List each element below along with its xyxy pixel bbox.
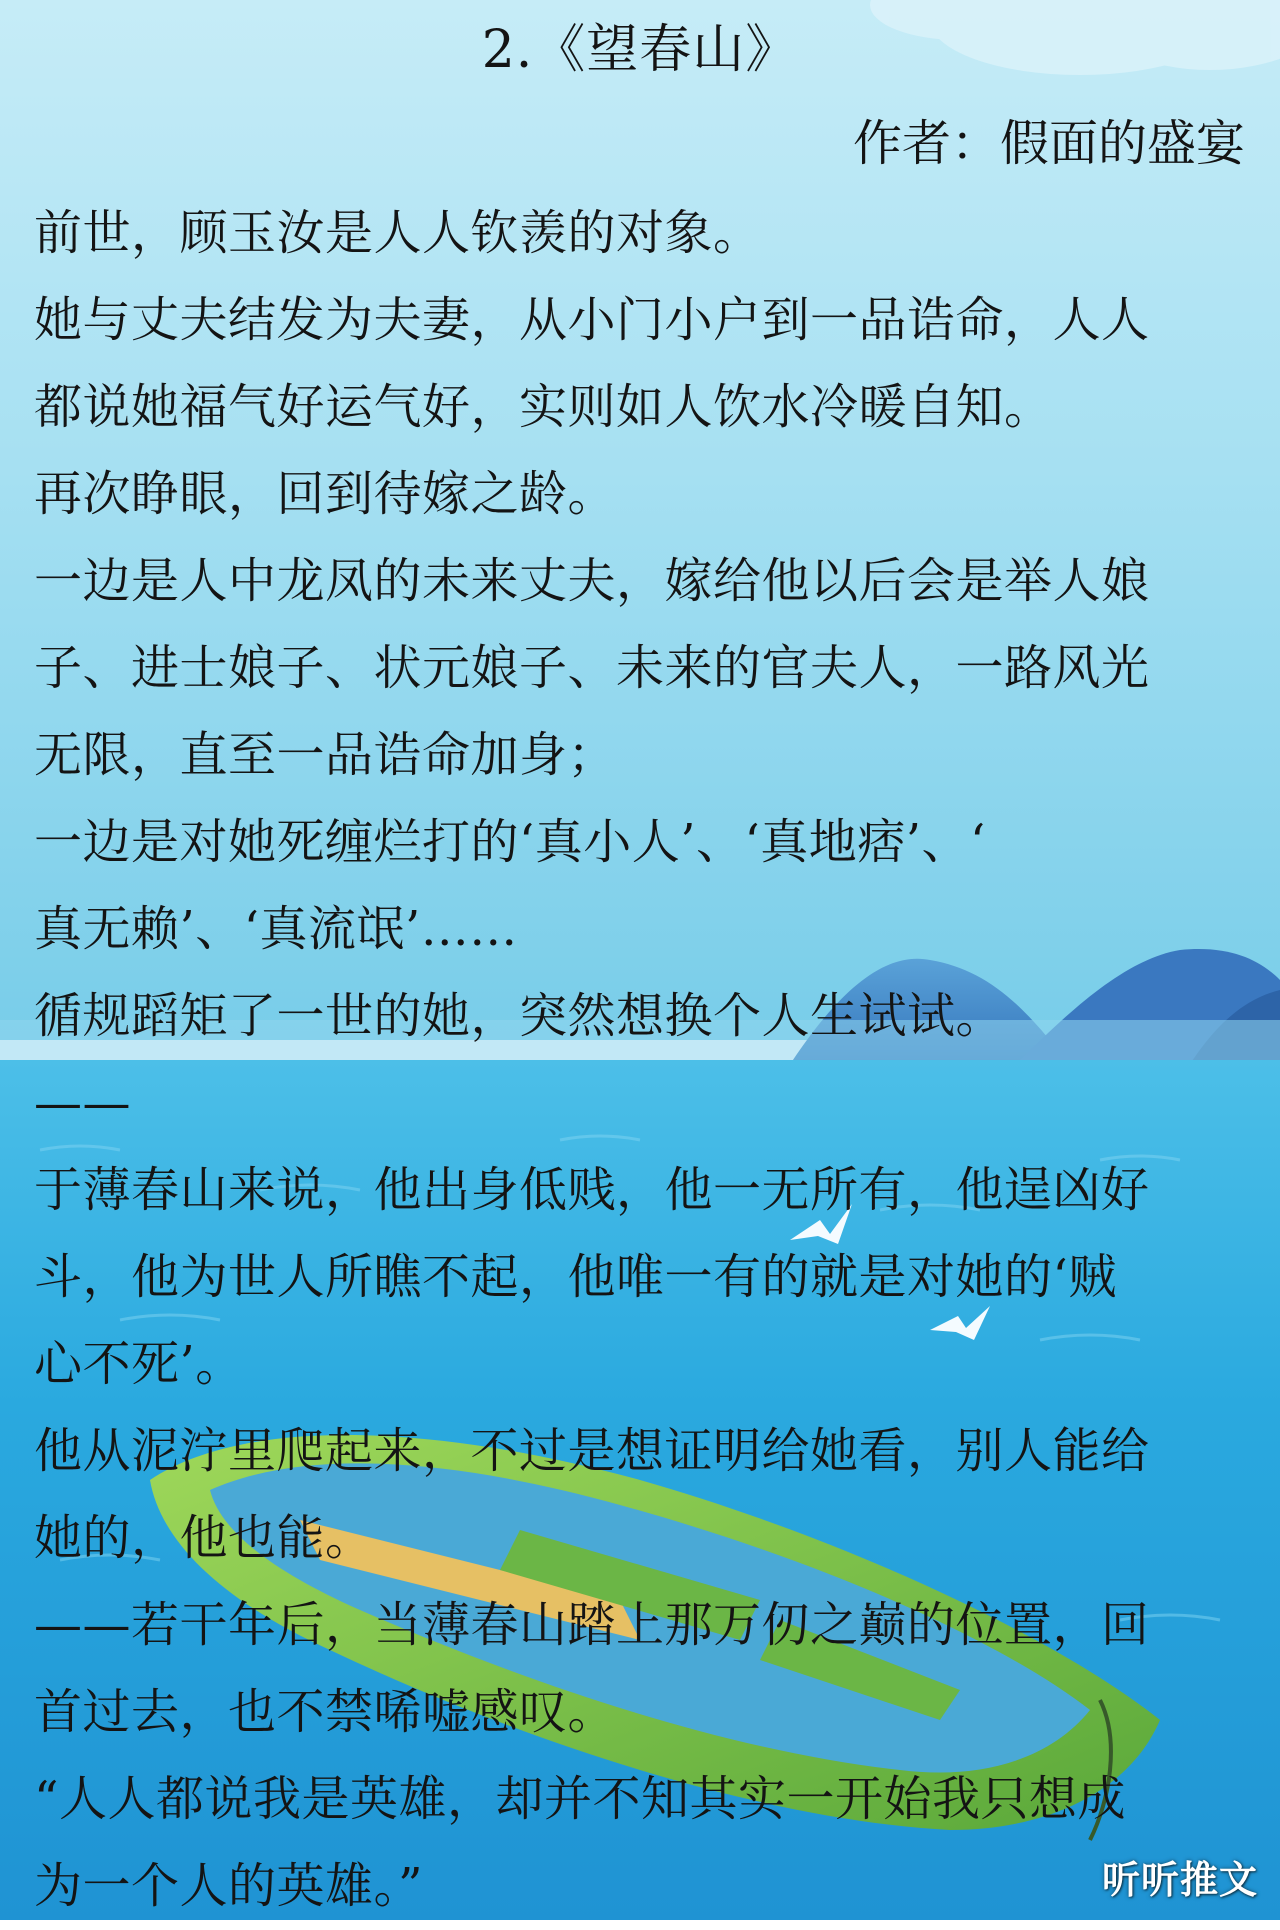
text-line: 为一个人的英雄。”: [34, 1858, 424, 1914]
author-line: 作者：假面的盛宴: [852, 115, 1245, 172]
text-line: 一边是人中龙凤的未来丈夫，嫁给他以后会是举人娘: [34, 553, 1150, 609]
text-line: 无限，直至一品诰命加身；: [34, 727, 617, 783]
text-line: 真无赖’、‘真流氓’……: [34, 901, 518, 957]
text-line: 于薄春山来说，他出身低贱，他一无所有，他逞凶好: [34, 1162, 1150, 1218]
text-line: 一边是对她死缠烂打的‘真小人’、‘真地痞’、‘: [34, 814, 986, 870]
text-line: 循规蹈矩了一世的她，突然想换个人生试试。: [34, 988, 1005, 1044]
text-line: 她的，他也能。: [34, 1510, 374, 1566]
page-title: 2.《望春山》: [481, 20, 799, 80]
text-line: 他从泥泞里爬起来，不过是想证明给她看，别人能给: [34, 1423, 1150, 1479]
synopsis-body: [34, 190, 1246, 1930]
separator-dash: ——: [34, 1075, 131, 1131]
text-line: 首过去，也不禁唏嘘感叹。: [34, 1684, 617, 1740]
text-line: 子、进士娘子、状元娘子、未来的官夫人，一路风光: [34, 640, 1150, 696]
text-line: 都说她福气好运气好，实则如人饮水冷暖自知。: [34, 379, 1053, 435]
text-line: “人人都说我是英雄，却并不知其实一开始我只想成: [34, 1771, 1127, 1827]
text-line: 前世，顾玉汝是人人钦羡的对象。: [34, 205, 762, 261]
text-line: ——若干年后，当薄春山踏上那万仞之巅的位置，回: [34, 1597, 1150, 1653]
text-line: 心不死’。: [34, 1336, 244, 1392]
text-line: 斗，他为世人所瞧不起，他唯一有的就是对她的‘贼: [34, 1249, 1117, 1305]
text-line: 她与丈夫结发为夫妻，从小门小户到一品诰命，人人: [34, 292, 1150, 348]
watermark: 听听推文: [1101, 1858, 1258, 1902]
text-line: 再次睁眼，回到待嫁之龄。: [34, 466, 617, 522]
